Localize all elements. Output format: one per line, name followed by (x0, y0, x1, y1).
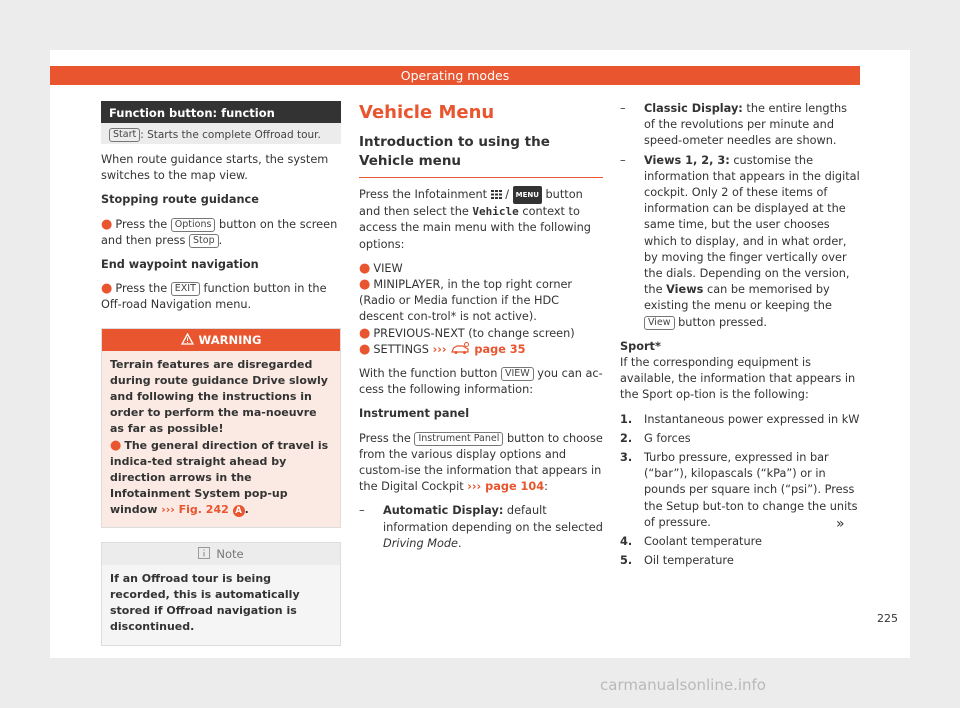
stopping-heading: Stopping route guidance (101, 193, 259, 207)
continue-marker: » (836, 516, 845, 532)
list-item: 5. Oil temperature (620, 554, 734, 568)
sport-list (620, 412, 860, 570)
instrument-panel-key: Instrument Panel (414, 432, 503, 446)
note-box (101, 542, 341, 647)
list-item: 1. Instantaneous power expressed in kW (620, 412, 860, 426)
classic-display-item: – Classic Display: the entire lengths of the revolutions per minute and speed-ometer needles are shown. (620, 102, 848, 148)
list-item: 4. Coolant temperature (620, 535, 762, 549)
bullet-dot: ● (359, 277, 371, 293)
fig-ref-link[interactable]: ››› Fig. 242 A (161, 503, 244, 516)
bullet-dot: ● (110, 437, 122, 453)
warning-item-1: Terrain features are disregarded during route guidance Drive slowly and following the instructions in order to perform the ma-noeuvre as far as possible! (110, 357, 328, 436)
note-title: Note (102, 543, 340, 565)
column-right (620, 101, 860, 569)
list-item: ● PREVIOUS-NEXT (to change screen) (359, 325, 575, 341)
function-button-table-header: Function button: function (101, 101, 341, 123)
page-number: 225 (877, 612, 898, 625)
vehicle-menu-intro: Press the Infotainment / MENU button and then select the Vehicle context to access the main menu with the following options: (359, 188, 591, 251)
warning-triangle-icon (181, 333, 194, 345)
function-button-row (101, 123, 341, 144)
instrument-panel-text: Press the Instrument Panel button to choose from the various display options and custom-ise the information that appears in the Digital Cockpit ››› page 104: (359, 431, 603, 494)
start-key: Start (109, 128, 140, 142)
page-header: Operating modes (50, 66, 860, 85)
bullet-dot: ● (359, 325, 371, 341)
bullet-dot: ● (359, 341, 371, 357)
end-waypoint-instruction: ● Press the EXIT function button in the Off-road Navigation menu. (101, 281, 327, 312)
warning-title: WARNING (102, 329, 340, 351)
list-item: 3. Turbo pressure, expressed in bar (“bar”), kilopascals (“kPa”) or in pounds per square inch (“psi”). Press the Setup but-ton to change the units of pressure. (620, 451, 858, 529)
route-guidance-text: When route guidance starts, the system switches to the map view. (101, 153, 329, 183)
infotainment-grid-icon (491, 190, 502, 199)
start-description: : Starts the complete Offroad tour. (140, 129, 321, 141)
sport-text: If the corresponding equipment is available, the information that appears in the Sport op-tion is the following: (620, 356, 856, 402)
list-item: 2. G forces (620, 431, 691, 445)
watermark: carmanualsonline.info (600, 676, 766, 694)
settings-car-icon (450, 342, 470, 355)
callout-a: A (233, 505, 245, 517)
list-item-settings: ● SETTINGS ››› page 35 (359, 341, 526, 357)
view-button-text: With the function button VIEW you can ac-cess the following information: (359, 367, 603, 397)
note-body: If an Offroad tour is being recorded, this is automatically stored if Offroad navigation is discontinued. (102, 565, 340, 646)
warning-box (101, 328, 341, 528)
view-button-key: View (644, 316, 675, 330)
list-item: ● MINIPLAYER, in the top right corner (Radio or Media function if the HDC descent con-trol* is not active). (359, 277, 573, 324)
column-middle (359, 101, 603, 552)
info-icon (198, 547, 210, 559)
sport-heading: Sport* (620, 339, 661, 353)
page-104-link[interactable]: ››› page 104 (467, 480, 545, 494)
instrument-panel-heading: Instrument panel (359, 407, 470, 421)
settings-page-link[interactable]: ››› page 35 (432, 342, 526, 356)
end-waypoint-heading: End waypoint navigation (101, 258, 259, 272)
bullet-dot: ● (359, 260, 371, 276)
stopping-instruction: ● Press the Options button on the screen and then press Stop . (101, 216, 338, 247)
list-item: ● VIEW (359, 260, 403, 276)
column-left (101, 101, 341, 646)
bullet-dot: ● (101, 216, 113, 232)
options-key: Options (171, 218, 216, 232)
warning-item-2: ● The general direction of travel is indica-ted straight ahead by direction arrows in the Infotainment System pop-up window ››› Fig. 242 A . (110, 437, 329, 517)
view-key: VIEW (501, 367, 534, 381)
section-title: Vehicle Menu (359, 102, 495, 123)
menu-button-icon: MENU (513, 186, 542, 204)
stop-key: Stop (189, 234, 219, 248)
automatic-display-item: – Automatic Display: default information depending on the selected Driving Mode. (359, 504, 603, 550)
views-item: – Views 1, 2, 3: customise the information that appears in the digital cockpit. Only 2 of these items of information can be displayed at the same time, but the user chooses which to display, and in what order, by moving the finger vertically over the dials. Depending on the version, the Views can be memorised by existing the menu or keeping the View button pressed. (620, 153, 860, 329)
vehicle-context: Vehicle (472, 205, 519, 219)
bullet-dot: ● (101, 281, 113, 297)
exit-key: EXIT (171, 282, 200, 296)
section-subtitle: Introduction to using the Vehicle menu (359, 133, 603, 178)
warning-body (102, 351, 340, 527)
